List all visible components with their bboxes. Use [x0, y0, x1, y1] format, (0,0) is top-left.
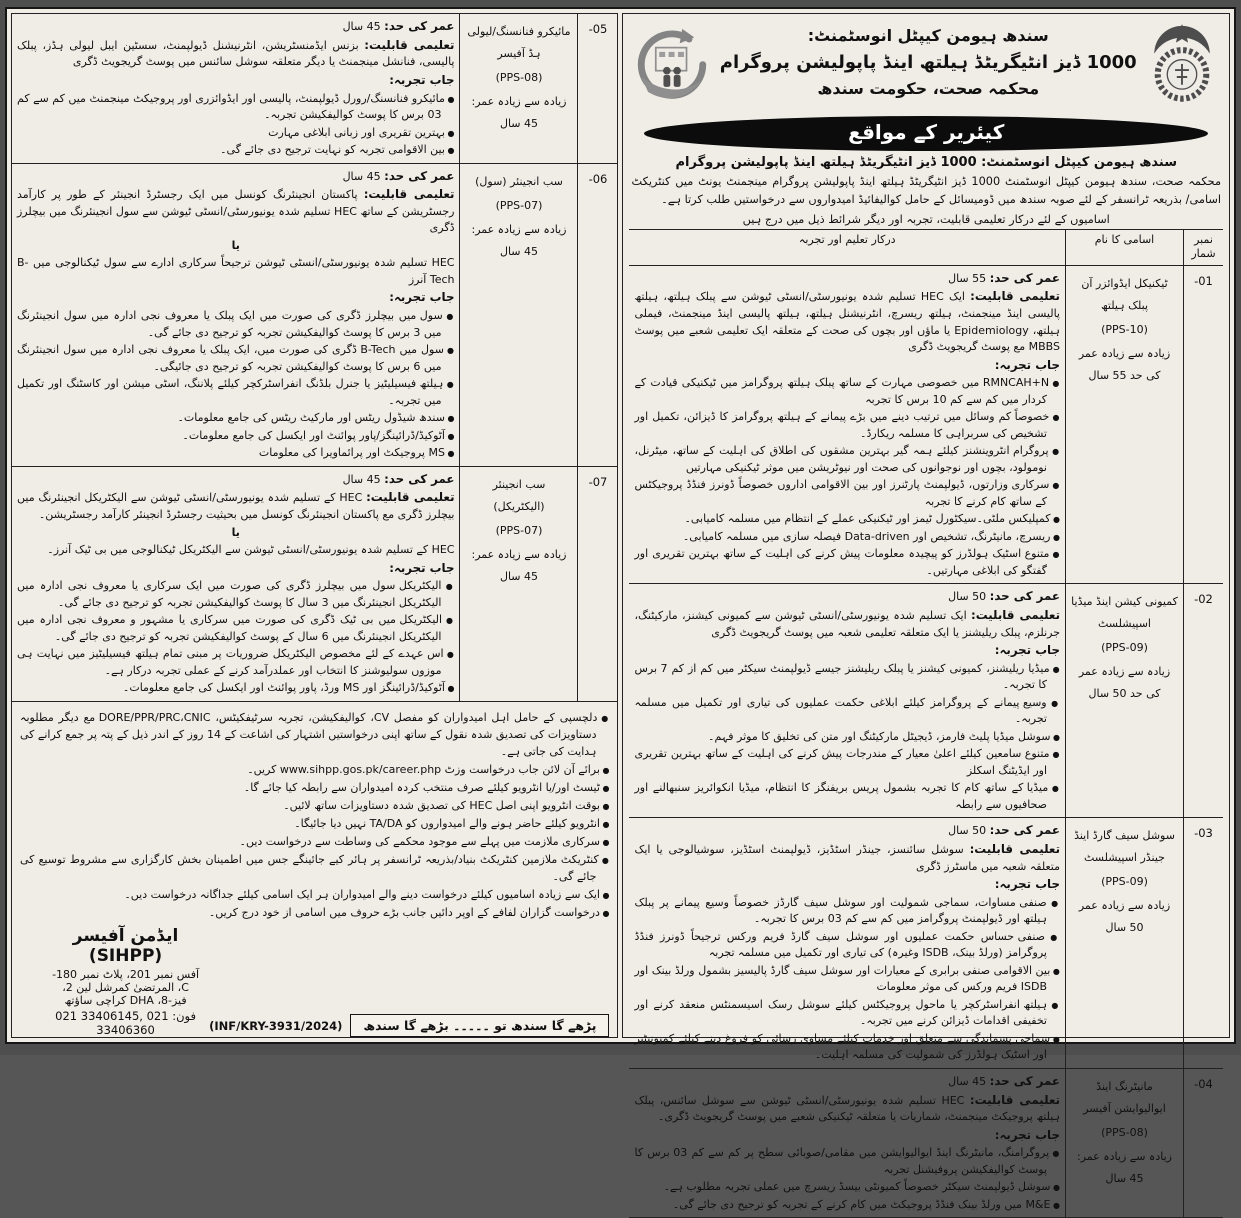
position-serial [1183, 818, 1223, 1068]
position-title: سوشل سیف گارڈ اینڈ جینڈر اسپیشلسٹ [1074, 829, 1175, 865]
bullet-item: ● M&E میں ورلڈ بینک فنڈڈ پروجیکٹ میں کام کرنے کے تجربہ کو ترجیح دی جائے گی۔ [634, 1197, 1060, 1214]
education-alt-text: HEC کے تسلیم شدہ یونیورسٹی/انسٹی ٹیوشن سے الیکٹریکل ٹیکنالوجی میں بی ٹیک آنرز۔ [47, 543, 455, 556]
serial-number: -04 [1194, 1076, 1213, 1091]
experience-label: جاب تجربہ: [994, 643, 1060, 658]
header-details: درکار تعلیم اور تجربہ [798, 233, 896, 247]
education-label: تعلیمی قابلیت: [969, 1092, 1061, 1107]
bullet-item: ● سوشل ڈیولپمنٹ سیکٹر خصوصاً کمیونٹی بیسڈ ریسرچ میں عملی تجربہ مطلوب ہے۔ [634, 1179, 1060, 1196]
bullet-item: ● میڈیا ریلیشنز، کمیونی کیشنز یا پبلک ریلیشنز جیسے ڈیولپمنٹ سیکٹر میں کم از کم 7 برس کا تجربہ۔ [634, 661, 1060, 694]
education-label: تعلیمی قابلیت: [366, 490, 455, 505]
experience-label: جاب تجربہ: [389, 72, 455, 87]
bullet-item: ● وسیع پیمانے کے پروگرامز کیلئے ابلاغی حکمت عملیوں کی تیاری اور تکمیل میں مسلمہ تجربہ۔ [634, 695, 1060, 728]
education-text: سوشل سائنسز، جینڈر اسٹڈیز، ڈیولپمنٹ اسٹڈیز، سوشیالوجی یا ایک متعلقہ شعبہ میں ماسٹرز ڈگری [634, 843, 1060, 873]
career-banner-text: کیئریر کے مواقع [848, 120, 1005, 144]
experience-list [634, 895, 1060, 1064]
position-age-note: زیادہ سے زیادہ عمر: 45 سال [471, 222, 567, 258]
bullet-item: ● بین الاقوامی صنفی برابری کے معیارات اور سوشل سیف گارڈ پالیسیز بشمول ورلڈ بینک اور ISDB فریم ورکس کی موثر معلومات [634, 963, 1060, 996]
experience-list [17, 308, 454, 462]
position-row [12, 467, 617, 702]
age-limit-value: 55 سال [948, 271, 987, 285]
bullet-item: ● سرکاری ملازمت میں پہلے سے موجود محکمے کی وساطت سے درخواست دیں۔ [20, 833, 609, 850]
bullet-item: ● سول میں بیچلرز ڈگری کی صورت میں ایک پبلک یا معروف نجی ادارہ میں سول انجینئرنگ میں 3 برس کا پوسٹ کوالیفکیشن تجربہ کو ترجیح دی جائے گی۔ [17, 308, 454, 341]
job-advertisement [5, 7, 1236, 1211]
phone-line [50, 1009, 201, 1037]
position-age-note: زیادہ سے زیادہ عمر 50 سال [1078, 899, 1171, 935]
position-age-note: زیادہ سے زیادہ عمر کی حد 55 سال [1078, 346, 1171, 382]
org-title-line1: سندھ ہیومن کیپٹل انوسٹمنٹ: [807, 26, 1049, 45]
position-details [12, 14, 459, 163]
intro-heading: سندھ ہیومن کیپٹل انوسٹمنٹ: 1000 ڈیز انٹیگریٹڈ ہیلتھ اینڈ پاپولیشن پروگرام [675, 155, 1177, 170]
serial-number: -01 [1194, 273, 1213, 288]
bullet-item: ● ریسرچ، مانیٹرنگ، تشخیص اور Data-driven فیصلہ سازی میں مسلمہ کامیابی۔ [634, 529, 1060, 546]
position-grade: (PPS-10) [1101, 322, 1148, 336]
age-limit-label: عمر کی حد: [989, 270, 1060, 285]
position-name-cell [459, 164, 577, 466]
position-name-cell [1065, 818, 1183, 1068]
bullet-item: ● کنٹریکٹ ملازمین کنٹریکٹ بنیاد/بذریعہ ٹرانسفر پر ہائر کیے جائینگے جس میں اطمینان بخش کارگزاری سے مشروط توسیع کی جائے گی۔ [20, 851, 609, 885]
position-title: سب انجینئر (الیکٹریکل) [492, 477, 546, 513]
bullet-item: ● سوشل میڈیا پلیٹ فارمز، ڈیجیٹل مارکیٹنگ اور متن کی تخلیق کا موثر فہم۔ [634, 729, 1060, 746]
header-serial: نمبر شمار [1183, 230, 1223, 265]
position-row [12, 164, 617, 467]
position-details [629, 1069, 1065, 1218]
masthead [629, 18, 1223, 110]
org-title-line3: محکمہ صحت، حکومت سندھ [817, 78, 1040, 98]
position-name-cell [1065, 584, 1183, 817]
position-age-note: زیادہ سے زیادہ عمر: 45 سال [1077, 1149, 1172, 1185]
bullet-item: ● سول میں B-Tech ڈگری کی صورت میں، ایک پبلک یا معروف نجی ادارہ میں سول انجینئرنگ میں 6 برس کا پوسٹ کوالیفکیشن تجربہ کو ترجیح دی جائیگی۔ [17, 342, 454, 375]
column-right [622, 13, 1230, 1211]
education-label: تعلیمی قابلیت: [364, 37, 455, 52]
experience-list [634, 661, 1060, 814]
serial-number: -03 [1194, 826, 1213, 841]
education-label: تعلیمی قابلیت: [971, 607, 1061, 622]
bullet-item: ● کمپلیکس ملٹی۔سیکٹورل ٹیمز اور ٹیکنیکی عملے کے انتظام میں مسلمہ کامیابی۔ [634, 511, 1060, 528]
column-left [11, 13, 618, 1038]
bullet-item: ● انٹرویو کیلئے حاضر ہونے والے امیدواروں کو TA/DA نہیں دیا جائیگا۔ [20, 815, 609, 832]
education-label: تعلیمی قابلیت: [969, 842, 1061, 857]
position-row [629, 818, 1223, 1069]
position-row [12, 14, 617, 164]
bullet-item: ● بوقت انٹرویو اپنی اصل HEC کی تصدیق شدہ دستاویزات ساتھ لائیں۔ [20, 797, 609, 814]
position-name-cell [1065, 1069, 1183, 1218]
age-limit-label: عمر کی حد: [384, 19, 455, 33]
position-age-note: زیادہ سے زیادہ عمر کی حد 50 سال [1078, 665, 1171, 701]
slogan-box: پڑھے گا سندھ تو ۔۔۔۔۔ بڑھے گا سندھ [350, 1014, 609, 1037]
table-header-row [629, 230, 1223, 266]
bullet-item: ● متنوع سامعین کیلئے اعلیٰ معیار کے مندرجات پیش کرنے کی اہلیت کے ساتھ بہترین تقریری اور ایڈیٹنگ اسکلز [634, 746, 1060, 779]
bullet-item: ● ٹیسٹ اور/یا انٹرویو کیلئے صرف منتخب کردہ امیدواران سے رابطہ کیا جائے گا۔ [20, 779, 609, 796]
bullet-item: ● بین الاقوامی تجربہ کو نہایت ترجیح دی جائے گی۔ [17, 142, 454, 159]
position-details [12, 467, 459, 701]
program-logo-icon [631, 22, 713, 108]
position-details [629, 266, 1065, 584]
age-limit-label: عمر کی حد: [989, 1073, 1060, 1088]
position-grade: (PPS-09) [1101, 875, 1148, 889]
position-details [12, 164, 459, 466]
education-text: بزنس ایڈمنسٹریشن، انٹرنیشنل ڈیولپمنٹ، سسٹین ایبل لیولی ہڈز، پبلک پالیسی، فنانشل مینجمنٹ یا دیگر متعلقہ سوشل سائنس میں پوسٹ گریجویٹ ڈگری [17, 38, 455, 69]
position-serial [577, 164, 617, 466]
bullet-item: ● سماجی پسماندگی سے متعلق اور خدمات کیلئے مساوی رسائی کو فروغ دینے کیلئے کمیونیٹیز اور اسٹیک ہولڈرز کی شمولیت کی مسلمہ اہلیت۔ [634, 1031, 1060, 1064]
position-grade: (PPS-07) [495, 198, 543, 212]
footer-right-cluster [209, 1014, 609, 1037]
header-name: اسامی کا نام [1065, 230, 1183, 265]
serial-number: -05 [588, 22, 608, 36]
bullet-item: ● متنوع اسٹیک ہولڈرز کو پیچیدہ معلومات پیش کرنے کی اہلیت کے ساتھ بہترین تقریری اور گفتگو کی ابلاغی مہارتیں۔ [634, 546, 1060, 579]
bullet-item: ● پروگرامنگ، مانیٹرنگ اینڈ ایوالیوایشن میں مقامی/صوبائی سطح پر کم سے کم 03 برس کا پوسٹ کوالیفکیشن پروفیشنل تجربہ [634, 1145, 1060, 1178]
age-limit-label: عمر کی حد: [989, 823, 1060, 838]
serial-number: -02 [1194, 592, 1213, 607]
bullet-item: ● پروگرام انٹروینشنز کیلئے ہمہ گیر بہترین مشقوں کی اطلاق کی اہلیت کے ساتھ، میٹرنل، نومولود، بچوں اور نوجوانوں کی صحت اور نیوٹریشن میں موثر ٹیکنیکی مہارتیں [634, 443, 1060, 476]
masthead-titles [713, 22, 1143, 101]
experience-list [634, 1145, 1060, 1213]
age-limit-value: 50 سال [948, 590, 987, 604]
age-limit-value: 45 سال [342, 20, 381, 33]
education-text: HEC تسلیم شدہ یونیورسٹی/انسٹی ٹیوشن سے سوشل سائنس، پبلک ہیلتھ پروجیکٹ مینجمنٹ، شماریات یا متعلقہ ٹیکنیکی شعبے میں پوسٹ گریجویٹ ڈگری۔ [634, 1093, 1060, 1124]
position-grade: (PPS-07) [495, 523, 543, 537]
position-serial [577, 14, 617, 163]
serial-number: -06 [588, 171, 608, 186]
bullet-item: ● آٹوکیڈ/ڈرائینگز/پاور پوائنٹ اور ایکسل کی جامع معلومات۔ [17, 428, 454, 445]
position-grade: (PPS-08) [1101, 1125, 1148, 1139]
position-title: کمیونی کیشن اینڈ میڈیا اسپیشلسٹ [1071, 595, 1178, 631]
age-limit-value: 45 سال [342, 472, 381, 486]
bullet-item: ● دلچسپی کے حامل اہل امیدواران کو مفصل CV، کوالیفکیشن، تجربہ سرٹیفکیٹس، DORE/PPR/PRC،CNIC مع دیگر مطلوبہ دستاویزات کی تصدیق شدہ نقول کے ساتھ اپنی درخواستیں اشتہار کی اشاعت کے 14 روز کے اندر ذیل کے پتہ پر جمع کرانے کی ہدایت کی جاتی ہے۔ [20, 709, 609, 760]
experience-label: جاب تجربہ: [389, 560, 455, 575]
education-text: ایک HEC تسلیم شدہ یونیورسٹی/انسٹی ٹیوشن سے پبلک ہیلتھ، ہیلتھ پالیسی اینڈ مینجمنٹ، ہیلتھ ریسرچ، انٹرنیشنل ہیلتھ، ہیلتھ پالیسی اینڈ مینجمنٹ، فیملی ہیلتھ، Epidemiology یا ماؤں اور بچوں کی صحت کے متعلقہ ایک تعلیمی شعبے میں پوسٹ MBBS مع پوسٹ گریجویٹ ڈگری [634, 290, 1060, 354]
position-grade: (PPS-09) [1101, 641, 1148, 655]
age-limit-label: عمر کی حد: [384, 168, 455, 183]
education-text: HEC کے تسلیم شدہ یونیورسٹی/انسٹی ٹیوشن سے الیکٹریکل انجینئرنگ میں بیچلرز ڈگری مع پاکستان انجینئرنگ کونسل میں بحیثیت رجسٹرڈ انجینئر کارآمد رجسٹریشن۔ [17, 491, 455, 521]
bullet-item: ● ہیلتھ انفراسٹرکچر یا ماحول پروجیکٹس کیلئے سوشل رسک اسیسمنٹس منعقد کرنے اور تخفیفی اقدامات ڈیزائن کرنے میں تجربہ۔ [634, 997, 1060, 1030]
position-details [629, 818, 1065, 1068]
position-name-cell [459, 467, 577, 701]
phone-label: فون: [172, 1009, 196, 1024]
age-limit-label: عمر کی حد: [384, 471, 455, 486]
sindh-government-emblem-icon [1143, 22, 1221, 110]
position-serial [577, 467, 617, 701]
position-row [629, 266, 1223, 585]
education-text: پاکستان انجینئرنگ کونسل میں ایک رجسٹرڈ انجینئر کے طور پر کارآمد رجسٹریشن کے ساتھ HEC تسلیم شدہ یونیورسٹی/انسٹی ٹیوشن سے سول انجینئرنگ میں بیچلرز ڈگری [17, 188, 455, 235]
position-grade: (PPS-08) [495, 71, 543, 84]
org-title-line2: 1000 ڈیز انٹیگریٹڈ ہیلتھ اینڈ پاپولیشن پروگرام [719, 51, 1137, 73]
office-address: آفس نمبر 201، پلاٹ نمبر 180-C، المرتضیٰ کمرشل لین 2، فیز-8، DHA کراچی ساؤتھ [52, 968, 200, 1008]
position-serial [1183, 1069, 1223, 1218]
career-banner [644, 116, 1208, 151]
table-intro-note: اسامیوں کے لئے درکار تعلیمی قابلیت، تجربہ اور دیگر شرائط ذیل میں درج ہیں [742, 213, 1110, 227]
education-label: تعلیمی قابلیت: [363, 187, 455, 202]
position-name-cell [459, 14, 577, 163]
bullet-item: ● سرکاری وزارتوں، ڈیولپمنٹ پارٹنرز اور بین الاقوامی اداروں خصوصاً ڈونرز فنڈڈ پروجیکٹس کے ساتھ کام کرنے کا تجربہ [634, 477, 1060, 510]
age-limit-value: 45 سال [342, 169, 381, 183]
positions-table-left [12, 14, 617, 702]
inf-number: (INF/KRY-3931/2024) [209, 1019, 343, 1034]
admin-officer-signature: ایڈمن آفیسر (SIHPP) [72, 926, 179, 967]
bullet-item: ● الیکٹریکل سول میں بیچلرز ڈگری کی صورت میں ایک سرکاری یا معروف نجی ادارہ میں الیکٹریکل انجینئرنگ میں 3 سال کا پوسٹ کوالیفکیشن تجربہ کو ترجیح دی جائے گی۔ [17, 578, 454, 611]
position-details [629, 584, 1065, 817]
bullet-item: ● میڈیا کے ساتھ کام کا تجربہ بشمول پریس بریفنگز کا انتظام، میڈیا انکوائریز سنبھالنے اور صحافیوں سے رابطہ [634, 780, 1060, 813]
bullet-item: ● صنفی مساوات، سماجی شمولیت اور سوشل سیف گارڈز خصوصاً وسیع پیمانے پر پبلک ہیلتھ اور ڈیولپمنٹ پروگرامز میں کم سے کم 03 برس کا تجربہ۔ [634, 895, 1060, 928]
bullet-item: ● الیکٹریکل میں بی ٹیک ڈگری کی صورت میں سرکاری یا مشہور و معروف نجی ادارہ میں الیکٹریکل انجینئرنگ میں 6 سال کے پوسٹ کوالیفکیشن تجربہ کو ترجیح دی جائے گی۔ [17, 612, 454, 645]
phone-numbers: 021 33406145, 021 33406360 [55, 1009, 169, 1038]
bullet-item: ● برائے آن لائن جاب درخواست وزٹ www.sihpp.gos.pk/career.php کریں۔ [20, 761, 609, 778]
age-limit-label: عمر کی حد: [989, 589, 1060, 604]
experience-label: جاب تجربہ: [994, 357, 1060, 372]
bullet-item: ● ہیلتھ فیسیلیٹیز یا جنرل بلڈنگ انفراسٹرکچر کیلئے پلاننگ، اسٹی میشن اور کاسٹنگ اور تکمیل میں تجربہ۔ [17, 376, 454, 409]
position-age-note: زیادہ سے زیادہ عمر: 45 سال [471, 95, 567, 130]
bullet-item: ● MS پروجیکٹ اور پرائماویرا کی معلومات [17, 445, 454, 462]
experience-label: جاب تجربہ: [994, 877, 1060, 892]
experience-label: جاب تجربہ: [994, 1127, 1060, 1142]
position-title: مائیکرو فنانسنگ/لیولی ہڈ آفیسر [467, 25, 571, 60]
position-serial [1183, 584, 1223, 817]
education-alt-text: HEC تسلیم شدہ یونیورسٹی/انسٹی ٹیوشن ترجیحاً سرکاری ادارے سے سول ٹیکنالوجی میں B-Tech آنرز [17, 256, 455, 286]
bullet-item: ● RMNCAH+N میں خصوصی مہارت کے ساتھ پبلک ہیلتھ پروگرامز میں ٹیکنیکی قیادت کے کردار میں کم سے کم 10 برس کا تجربہ [634, 375, 1060, 408]
bullet-item: ● ایک سے زیادہ اسامیوں کیلئے درخواست دینے والے امیدواران ہر ایک اسامی کیلئے جداگانہ درخواست دیں۔ [20, 886, 609, 903]
bullet-item: ● آٹوکیڈ/ڈرائینگز اور MS ورڈ، پاور پوائنٹ اور ایکسل کی جامع معلومات۔ [17, 680, 454, 697]
bullet-item: ● صنفی حساس حکمت عملیوں اور سوشل سیف گارڈ فریم ورکس ترجیحاً ڈونرز فنڈڈ پروگرامز (ورلڈ بینک، ISDB وغیرہ) کی تیاری اور تکمیل میں مسلمہ تجربہ [634, 929, 1060, 962]
position-title: ٹیکنیکل ایڈوائزر آن پبلک ہیلتھ [1081, 276, 1168, 312]
experience-list [17, 578, 454, 697]
education-label: تعلیمی قابلیت: [970, 289, 1060, 304]
age-limit-value: 45 سال [948, 1074, 987, 1088]
experience-label: جاب تجربہ: [389, 290, 455, 305]
position-age-note: زیادہ سے زیادہ عمر: 45 سال [471, 547, 567, 583]
position-title: سب انجینئر (سول) [475, 174, 563, 188]
bullet-item: ● اس عہدے کے لئے مخصوص الیکٹریکل ضروریات پر مبنی تمام ہیلتھ فیسیلیٹیز میں نہایت ہی موزوں سولیوشنز کا انتخاب اور عملدرآمد کرنے کے عملی تجربہ درکار ہے۔ [17, 646, 454, 679]
admin-officer-signature-block [20, 926, 201, 1037]
position-serial [1183, 266, 1223, 584]
bullet-item: ● درخواست گزاران لفافے کے اوپر دائیں جانب بڑے حروف میں اسامی از خود درج کریں۔ [20, 904, 609, 921]
education-text: ایک تسلیم شدہ یونیورسٹی/انسٹی ٹیوشن سے کمیونی کیشنز، مارکیٹنگ، جرنلزم، پبلک ریلیشنز یا ایک متعلقہ تعلیمی شعبہ میں پوسٹ گریجویٹ ڈگری [634, 608, 1060, 639]
experience-list [17, 91, 454, 159]
or-separator: یا [231, 525, 240, 539]
positions-table-right [629, 229, 1223, 1218]
footer [12, 924, 617, 1043]
age-limit-value: 50 سال [948, 824, 987, 838]
bullet-item: ● مائیکرو فنانسنگ/رورل ڈیولپمنٹ، پالیسی اور ایڈوائزری اور پروجیکٹ مینجمنٹ میں کم سے کم 03 برس کا پوسٹ کوالیفکیشن تجربہ۔ [17, 91, 454, 124]
position-row [629, 584, 1223, 818]
position-title: مانیٹرنگ اینڈ ایوالیوایشن آفیسر [1083, 1079, 1166, 1115]
instructions-list [12, 702, 617, 925]
or-separator: یا [231, 238, 240, 252]
serial-number: -07 [588, 474, 608, 489]
experience-list [634, 375, 1060, 579]
intro-paragraph: محکمہ صحت، سندھ ہیومن کیپٹل انوسٹمنٹ 1000 ڈیز انٹیگریٹڈ ہیلتھ اینڈ پاپولیشن پروگرام مینجمنٹ یونٹ میں کنٹریکٹ اسامی/ بذریعہ ٹرانسفر کے لئے صوبہ سندھ میں ڈومیسائل کے حامل کوالیفائیڈ امیدواروں سے درخواستیں طلب کرتا ہے۔ [631, 175, 1222, 207]
bullet-item: ● خصوصاً کم وسائل میں ترتیب دینے میں بڑے پیمانے کے ہیلتھ پروگرامز کا ڈیزائن، تکمیل اور تشخیص کی سربراہی کا مسلمہ ریکارڈ۔ [634, 409, 1060, 442]
position-name-cell [1065, 266, 1183, 584]
position-row [629, 1069, 1223, 1218]
bullet-item: ● سندھ شیڈول ریٹس اور مارکیٹ ریٹس کی جامع معلومات۔ [17, 410, 454, 427]
bullet-item: ● بہترین تقریری اور زبانی ابلاغی مہارت [17, 125, 454, 142]
